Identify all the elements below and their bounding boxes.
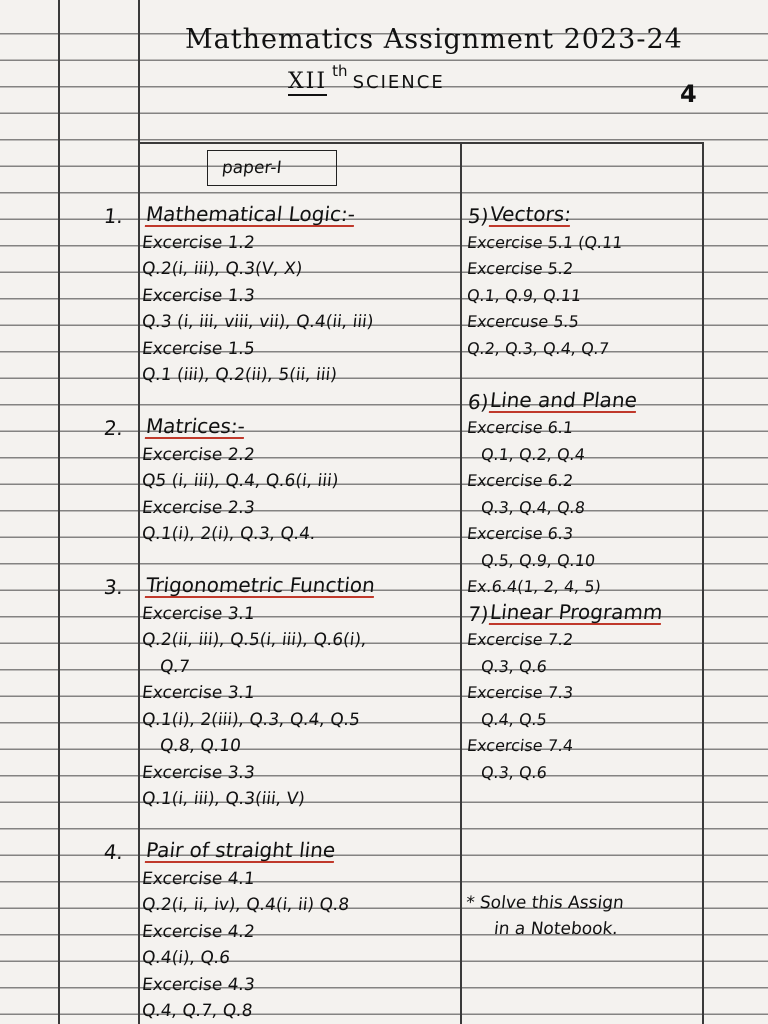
exercise-line: Excercise 1.2	[140, 232, 256, 253]
exercise-line: Excercise 5.2	[466, 259, 575, 278]
section-number: 7)	[466, 601, 490, 626]
exercise-line: Excercise 4.3	[140, 974, 256, 995]
page-title: Mathematics Assignment 2023-24	[185, 24, 683, 55]
section-title: Trigonometric Function	[144, 573, 377, 597]
table-top-rule	[138, 142, 704, 144]
exercise-line: Q.1, Q.2, Q.4	[480, 444, 586, 464]
exercise-line: Excercise 3.3	[140, 762, 256, 783]
section-number: 1.	[102, 204, 125, 228]
class-heading	[288, 62, 445, 94]
exercise-line: Q.4, Q.5	[480, 709, 548, 729]
exercise-line: Q.1(i, iii), Q.3(iii, V)	[140, 789, 306, 809]
class-superscript: th	[332, 62, 348, 80]
exercise-line: Q.2(i, ii, iv), Q.4(i, ii) Q.8	[140, 895, 351, 915]
exercise-line: Excercise 2.2	[140, 444, 256, 465]
exercise-line: Excercise 4.1	[140, 868, 256, 889]
margin-line-inner	[138, 0, 140, 1024]
right-edge-line	[702, 142, 704, 1024]
exercise-line: Q.1 (iii), Q.2(ii), 5(ii, iii)	[140, 365, 338, 385]
exercise-line: Excercise 2.3	[140, 497, 256, 518]
exercise-line: Q.8, Q.10	[158, 736, 242, 756]
section-number: 4.	[102, 840, 125, 864]
margin-line-left	[58, 0, 60, 1024]
exercise-line: Excercise 6.1	[466, 418, 575, 437]
stream-label: SCIENCE	[352, 72, 445, 93]
section-number: 6)	[466, 389, 490, 414]
paper-label: paper-I	[220, 158, 283, 178]
exercise-line: Ex.6.4(1, 2, 4, 5)	[466, 577, 602, 596]
exercise-line: Q.3 (i, iii, viii, vii), Q.4(ii, iii)	[140, 312, 375, 332]
section-title: Linear Programm	[488, 599, 664, 624]
exercise-line: Q.3, Q.4, Q.8	[480, 497, 586, 517]
exercise-line: Q.4(i), Q.6	[140, 948, 232, 968]
column-divider	[460, 142, 462, 1024]
exercise-line: Excercise 7.4	[466, 736, 575, 755]
exercise-line: Excercise 7.3	[466, 683, 575, 702]
exercise-line: Excercise 6.2	[466, 471, 575, 490]
exercise-line: Excercise 6.3	[466, 524, 575, 543]
exercise-line: Q.1(i), 2(iii), Q.3, Q.4, Q.5	[140, 709, 361, 730]
note-line-2: in a Notebook.	[492, 919, 619, 939]
exercise-line: Q.7	[158, 656, 191, 677]
class-label: XII	[288, 69, 328, 94]
note-line-1: * Solve this Assign	[464, 893, 625, 913]
section-title: Vectors:	[488, 202, 573, 226]
section-title: Matrices:-	[144, 414, 247, 438]
exercise-line: Excercise 3.1	[140, 683, 256, 703]
exercise-line: Q.2(i, iii), Q.3(V, X)	[140, 259, 304, 279]
exercise-line: Excercise 3.1	[140, 603, 256, 624]
section-number: 2.	[102, 416, 125, 440]
exercise-line: Excercise 4.2	[140, 921, 256, 942]
exercise-line: Q.3, Q.6	[480, 762, 548, 782]
exercise-line: Excercuse 5.5	[466, 312, 580, 331]
exercise-line: Q.2(ii, iii), Q.5(i, iii), Q.6(i),	[140, 630, 368, 650]
exercise-line: Q.1, Q.9, Q.11	[466, 285, 583, 305]
exercise-line: Q.1(i), 2(i), Q.3, Q.4.	[140, 524, 317, 544]
section-number: 5)	[466, 204, 490, 228]
section-title: Line and Plane	[488, 387, 639, 412]
page-number: 4	[680, 80, 697, 108]
section-title: Mathematical Logic:-	[144, 202, 357, 226]
exercise-line: Q.3, Q.6	[480, 656, 548, 676]
exercise-line: Q.4, Q.7, Q.8	[140, 1001, 254, 1021]
exercise-line: Q.2, Q.3, Q.4, Q.7	[466, 338, 611, 358]
exercise-line: Excercise 1.3	[140, 285, 256, 306]
exercise-line: Excercise 7.2	[466, 630, 575, 649]
section-title: Pair of straight line	[144, 838, 337, 862]
exercise-line: Q5 (i, iii), Q.4, Q.6(i, iii)	[140, 471, 340, 491]
section-number: 3.	[102, 575, 125, 599]
exercise-line: Excercise 1.5	[140, 338, 256, 359]
exercise-line: Excercise 5.1 (Q.11	[466, 232, 624, 252]
exercise-line: Q.5, Q.9, Q.10	[480, 550, 597, 570]
